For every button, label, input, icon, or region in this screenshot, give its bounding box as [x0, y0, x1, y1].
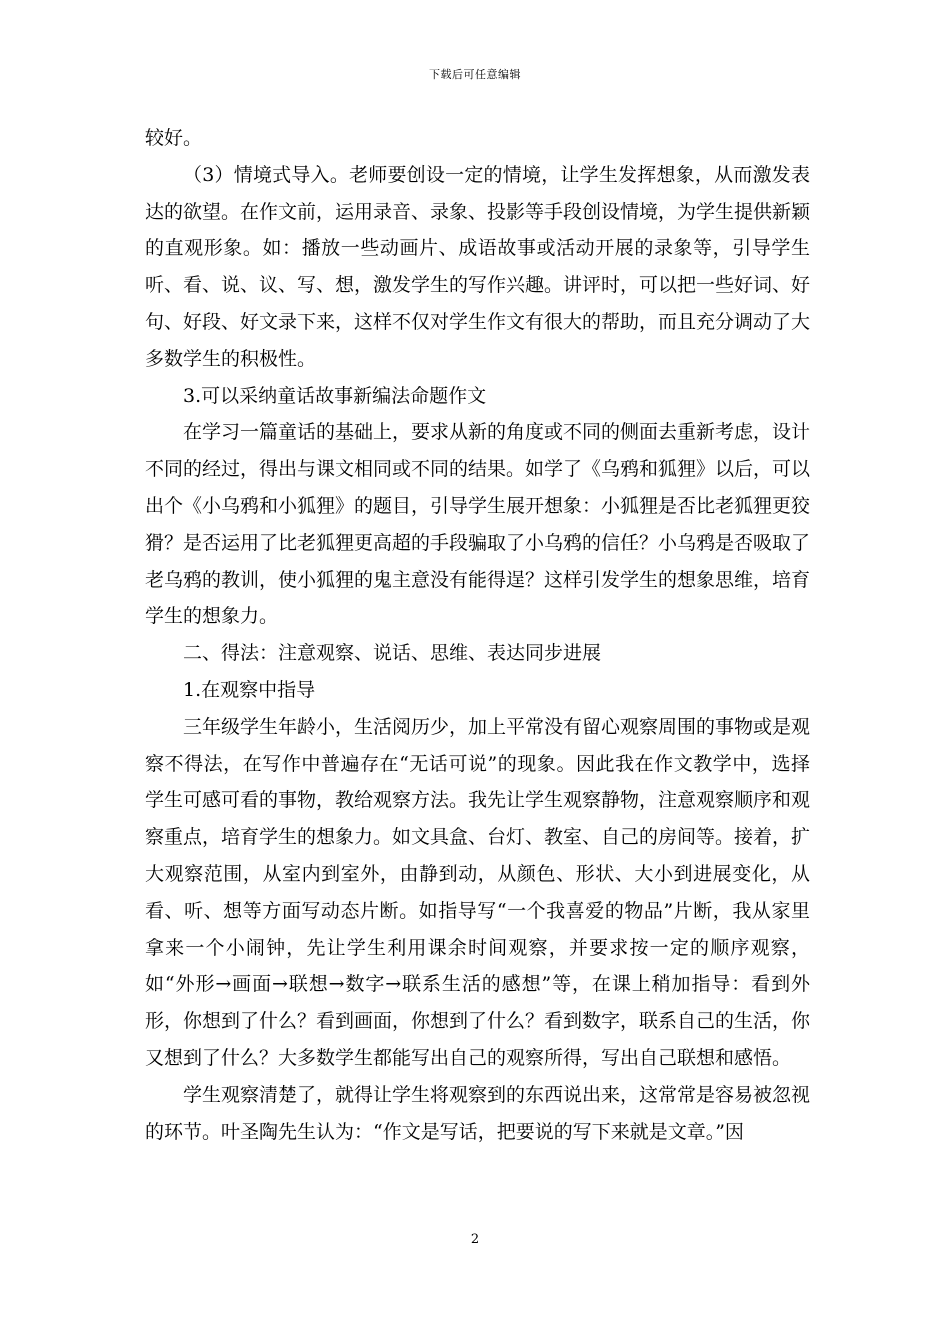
paragraph-speaking: 学生观察清楚了，就得让学生将观察到的东西说出来，这常常是容易被忽视的环节。叶圣陶先生认为：“作文是写话，把要说的写下来就是文章。”因: [145, 1083, 811, 1143]
page-header: 下载后可任意编辑: [429, 68, 521, 81]
section-heading-fairy-tale: 3.可以采纳童话故事新编法命题作文: [183, 384, 487, 407]
paragraph-situational-intro: （3）情境式导入。老师要创设一定的情境，让学生发挥想象，从而激发表达的欲望。在作文前，运用录音、录象、投影等手段创设情境，为学生提供新颖的直观形象。如：播放一些动画片、成语故事或活动开展的录象等，引导学生听、看、说、议、写、想，激发学生的写作兴趣。讲评时，可以把一些好词、好句、好段、好文录下来，这样不仅对学生作文有很大的帮助，而且充分调动了大多数学生的积极性。: [145, 163, 811, 370]
paragraph-continuation: 较好。: [145, 127, 203, 149]
document-body: [145, 120, 810, 1150]
paragraph-fairy-tale: 在学习一篇童话的基础上，要求从新的角度或不同的侧面去重新考虑，设计不同的经过，得出与课文相同或不同的结果。如学了《乌鸦和狐狸》以后，可以出个《小乌鸦和小狐狸》的题目，引导学生展开想象：小狐狸是否比老狐狸更狡猾？是否运用了比老狐狸更高超的手段骗取了小乌鸦的信任？小乌鸦是否吸取了老乌鸦的教训，使小狐狸的鬼主意没有能得逞？这样引发学生的想象思维，培育学生的想象力。: [145, 421, 811, 628]
paragraph-observation: 三年级学生年龄小，生活阅历少，加上平常没有留心观察周围的事物或是观察不得法，在写作中普遍存在“无话可说”的现象。因此我在作文教学中，选择学生可感可看的事物，教给观察方法。我先让学生观察静物，注意观察顺序和观察重点，培育学生的想象力。如文具盒、台灯、教室、自己的房间等。接着，扩大观察范围，从室内到室外，由静到动，从颜色、形状、大小到进展变化，从看、听、想等方面写动态片断。如指导写“一个我喜爱的物品”片断，我从家里拿来一个小闹钟，先让学生利用课余时间观察，并要求按一定的顺序观察，如“外形→画面→联想→数字→联系生活的感想”等，在课上稍加指导：看到外形，你想到了什么？看到画面，你想到了什么？看到数字，联系自己的生活，你又想到了什么？大多数学生都能写出自己的观察所得，写出自己联想和感悟。: [145, 715, 811, 1069]
page-number: 2: [470, 1232, 480, 1247]
section-heading-method: 二、得法：注意观察、说话、思维、表达同步进展: [183, 642, 602, 665]
subsection-heading-observation: 1.在观察中指导: [183, 678, 316, 701]
